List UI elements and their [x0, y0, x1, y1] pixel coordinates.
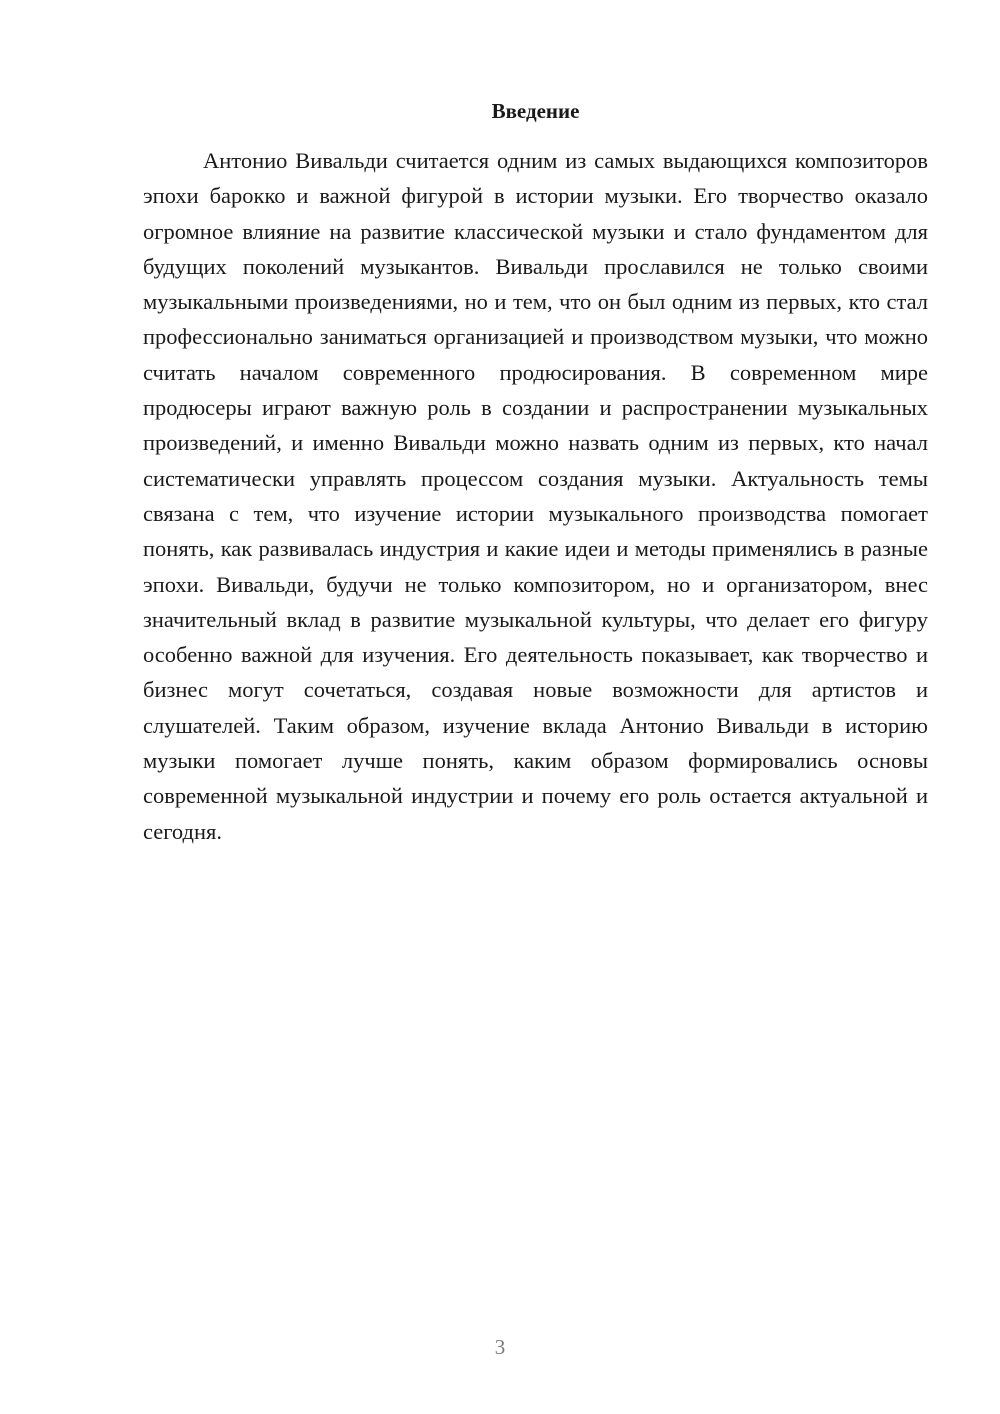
body-paragraph: Антонио Вивальди считается одним из самых выдающихся композиторов эпохи барокко и важной фигурой в истории музыки. Его творчество оказало огромное влияние на развитие классической музыки и стало фундаментом для будущих поколений музыкантов. Вивальди прославился не только своими музыкальными произведениями, но и тем, что он был одним из первых, кто стал профессионально заниматься организацией и производством музыки, что можно считать началом современного продюсирования. В современном мире продюсеры играют важную роль в создании и распространении музыкальных произведений, и именно Вивальди можно назвать одним из первых, кто начал систематически управлять процессом создания музыки. Актуальность темы связана с тем, что изучение истории музыкального производства помогает понять, как развивалась индустрия и какие идеи и методы применялись в разные эпохи. Вивальди, будучи не только композитором, но и организатором, внес значительный вклад в развитие музыкальной культуры, что делает его фигуру особенно важной для изучения. Его деятельность показывает, как творчество и бизнес могут сочетаться, создавая новые возможности для артистов и слушателей. Таким образом, изучение вклада Антонио Вивальди в историю музыки помогает лучше понять, каким образом формировались основы современной музыкальной индустрии и почему его роль остается актуальной и сегодня.	[143, 148, 928, 844]
section-heading: Введение	[491, 99, 580, 123]
page-number: 3	[494, 1335, 506, 1359]
